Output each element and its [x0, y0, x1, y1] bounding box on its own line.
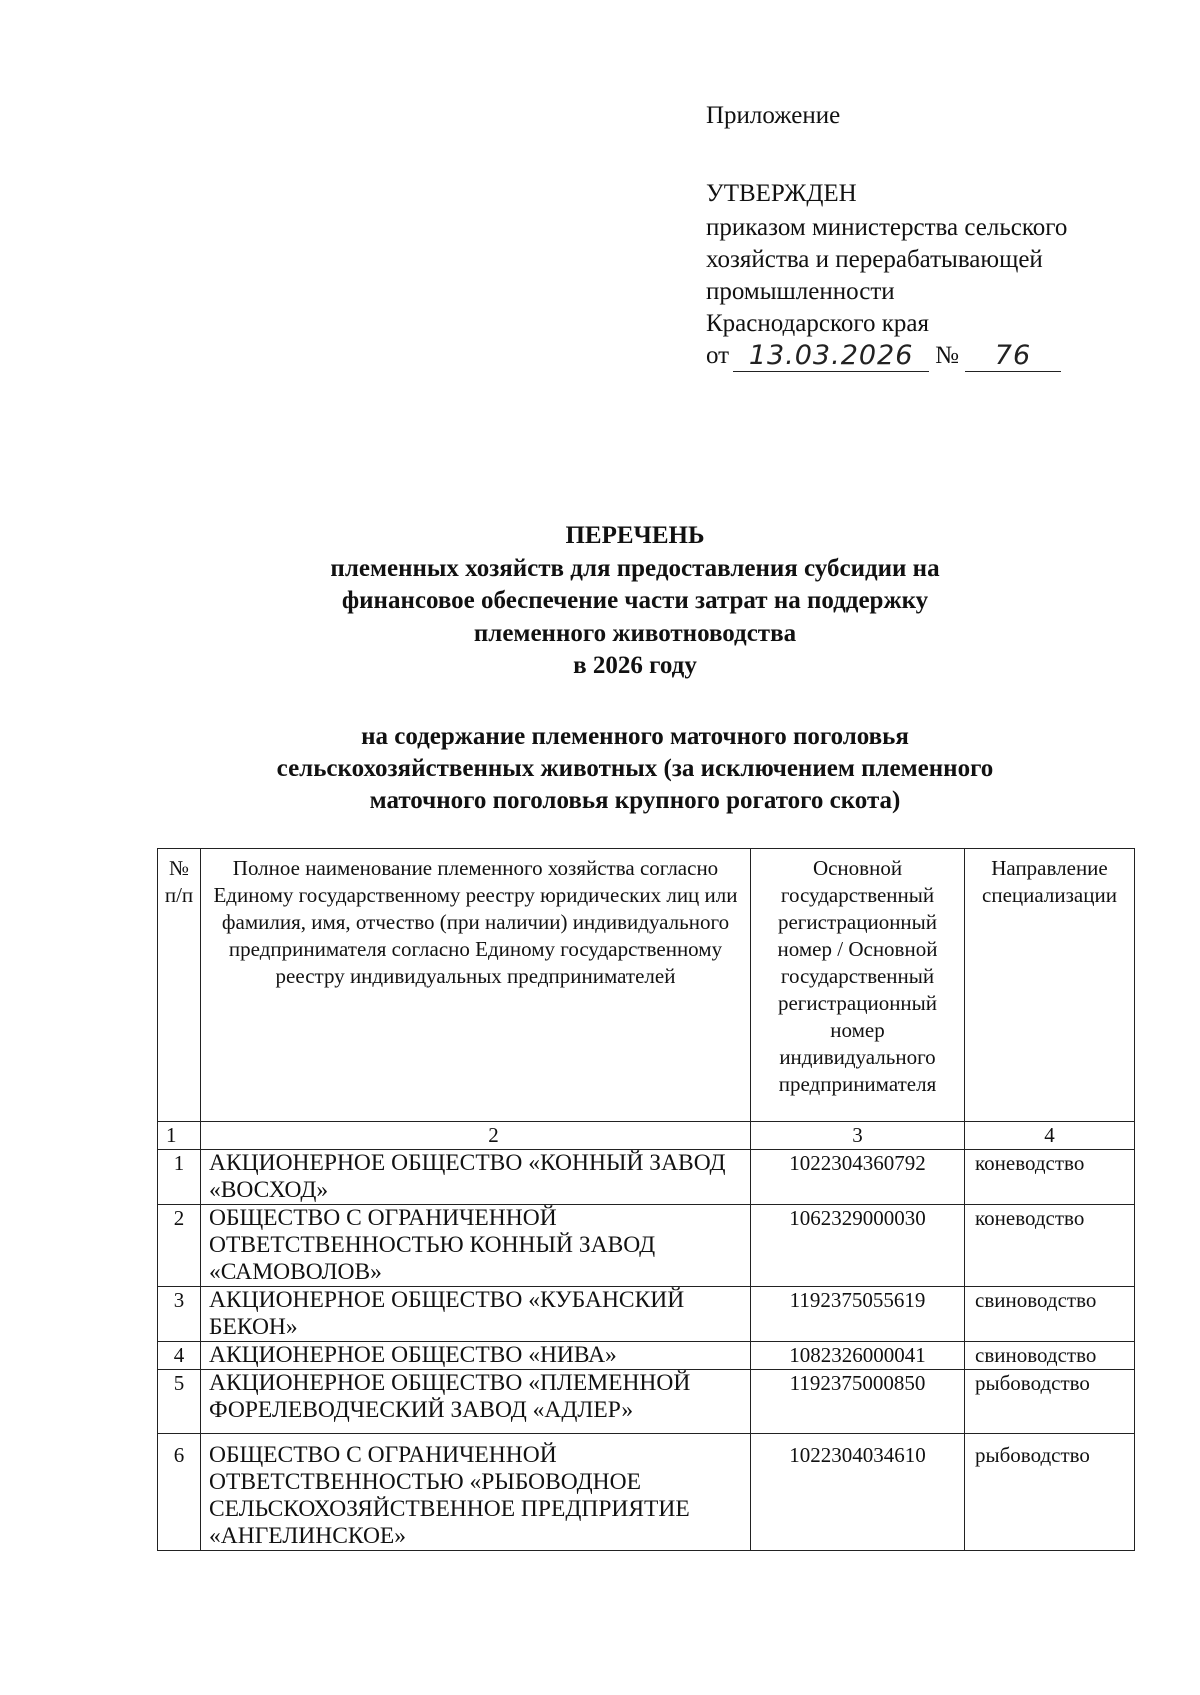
farm-ogrn: 1082326000041 — [751, 1342, 965, 1370]
table-row — [158, 1342, 1135, 1370]
approval-line: хозяйства и перерабатывающей — [706, 246, 1043, 273]
column-number-row — [158, 1122, 1135, 1150]
farm-ogrn: 1022304360792 — [751, 1150, 965, 1205]
farm-specialization: рыбоводство — [965, 1434, 1135, 1551]
number-label: № — [935, 342, 959, 369]
row-number: 1 — [158, 1150, 201, 1205]
farm-name: ОБЩЕСТВО С ОГРАНИЧЕННОЙ ОТВЕТСТВЕННОСТЬЮ «РЫБОВОДНОЕ СЕЛЬСКОХОЗЯЙСТВЕННОЕ ПРЕДПРИЯТИЕ «АНГЕЛИНСКОЕ» — [201, 1434, 751, 1551]
table-row — [158, 1287, 1135, 1342]
farm-name: АКЦИОНЕРНОЕ ОБЩЕСТВО «КУБАНСКИЙ БЕКОН» — [201, 1287, 751, 1342]
approval-block — [706, 100, 1067, 372]
column-number: 1 — [158, 1122, 201, 1150]
farm-specialization: рыбоводство — [965, 1370, 1135, 1434]
title-line: финансовое обеспечение части затрат на поддержку — [341, 587, 929, 614]
document-title — [150, 520, 1120, 683]
farm-ogrn: 1192375055619 — [751, 1287, 965, 1342]
farm-specialization: коневодство — [965, 1205, 1135, 1287]
handwritten-number: 76 — [965, 341, 1061, 372]
title-heading: ПЕРЕЧЕНЬ — [565, 522, 705, 549]
column-number: 3 — [751, 1122, 965, 1150]
approval-line: Краснодарского края — [706, 310, 929, 337]
approval-line: промышленности — [706, 278, 895, 305]
row-number: 4 — [158, 1342, 201, 1370]
approval-line: приказом министерства сельского — [706, 214, 1068, 241]
from-label: от — [706, 342, 730, 369]
farm-ogrn: 1022304034610 — [751, 1434, 965, 1551]
farm-ogrn: 1062329000030 — [751, 1205, 965, 1287]
title-line: племенных хозяйств для предоставления субсидии на — [330, 554, 940, 582]
breeding-farms-table — [157, 848, 1135, 1551]
column-number: 4 — [965, 1122, 1135, 1150]
handwritten-date: 13.03.2026 — [733, 341, 929, 372]
table-row — [158, 1434, 1135, 1551]
row-number: 5 — [158, 1370, 201, 1434]
row-number: 6 — [158, 1434, 201, 1551]
farm-specialization: свиноводство — [965, 1342, 1135, 1370]
header-name: Полное наименование племенного хозяйства согласно Единому государственному реестру юридических лиц или фамилия, имя, отчество (при наличии) индивидуального предпринимателя согласно Единому государственному реестру индивидуальных предпринимателей — [201, 849, 751, 1122]
subtitle-line: на содержание племенного маточного поголовья — [361, 723, 909, 750]
farm-specialization: свиноводство — [965, 1287, 1135, 1342]
subtitle-line: маточного поголовья крупного рогатого скота) — [369, 787, 901, 814]
farm-name: АКЦИОНЕРНОЕ ОБЩЕСТВО «НИВА» — [201, 1342, 751, 1370]
approved-label: УТВЕРЖДЕН — [706, 180, 857, 207]
table-row — [158, 1150, 1135, 1205]
subtitle-line: сельскохозяйственных животных (за исключением племенного — [276, 755, 994, 782]
farm-ogrn: 1192375000850 — [751, 1370, 965, 1434]
farm-specialization: коневодство — [965, 1150, 1135, 1205]
row-number: 2 — [158, 1205, 201, 1287]
column-number: 2 — [201, 1122, 751, 1150]
row-number: 3 — [158, 1287, 201, 1342]
table-row — [158, 1370, 1135, 1434]
appendix-label: Приложение — [706, 102, 841, 129]
title-line: в 2026 году — [573, 652, 697, 679]
table-header-row — [158, 849, 1135, 1122]
order-date-number-line — [706, 340, 1067, 372]
farm-name: АКЦИОНЕРНОЕ ОБЩЕСТВО «ПЛЕМЕННОЙ ФОРЕЛЕВОДЧЕСКИЙ ЗАВОД «АДЛЕР» — [201, 1370, 751, 1434]
document-subtitle — [150, 721, 1120, 817]
header-number: № п/п — [158, 849, 201, 1122]
header-ogrn: Основной государственный регистрационный номер / Основной государственный регистрационный номер индивидуального предпринимателя — [751, 849, 965, 1122]
title-line: племенного животноводства — [473, 619, 797, 647]
farm-name: АКЦИОНЕРНОЕ ОБЩЕСТВО «КОННЫЙ ЗАВОД «ВОСХОД» — [201, 1150, 751, 1205]
farm-name: ОБЩЕСТВО С ОГРАНИЧЕННОЙ ОТВЕТСТВЕННОСТЬЮ КОННЫЙ ЗАВОД «САМОВОЛОВ» — [201, 1205, 751, 1287]
header-specialization: Направление специализации — [965, 849, 1135, 1122]
table-row — [158, 1205, 1135, 1287]
